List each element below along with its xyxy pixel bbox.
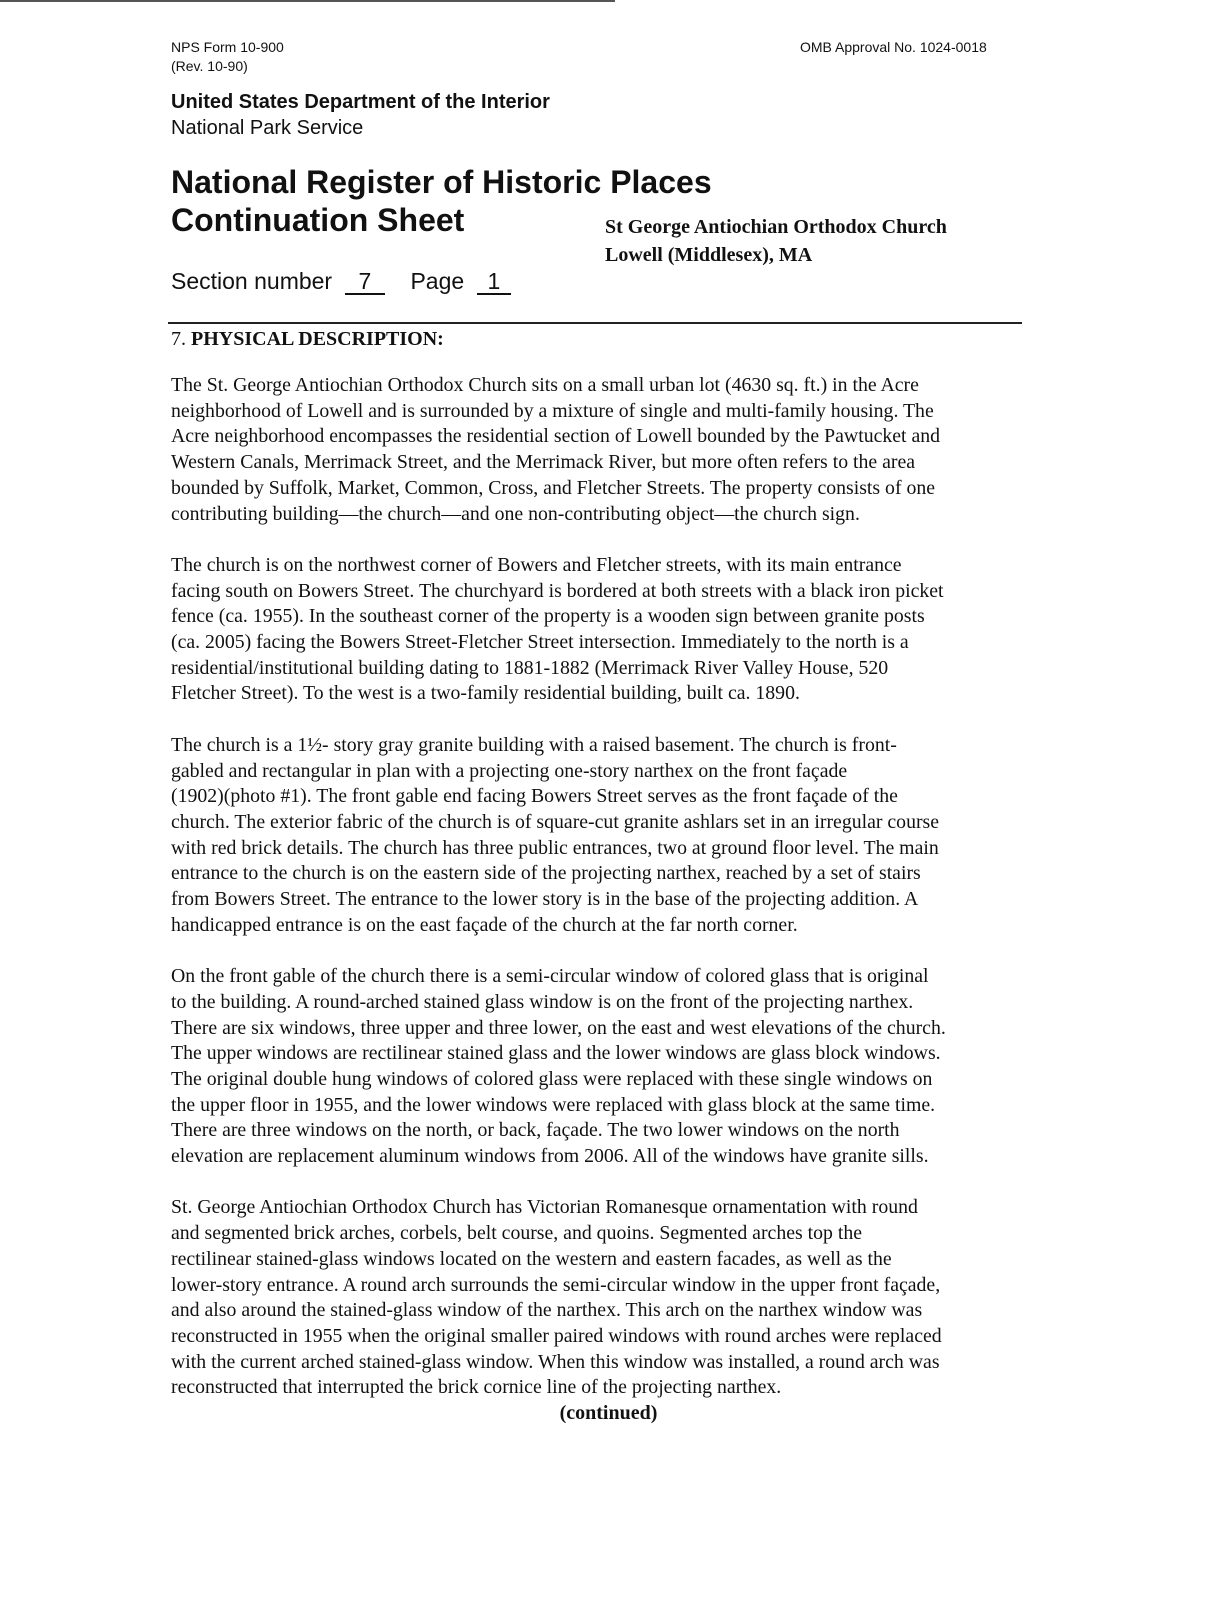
text-line: The original double hung windows of colored glass were replaced with these single windows on	[171, 1067, 933, 1090]
omb-approval: OMB Approval No. 1024-0018	[800, 39, 987, 55]
agency-name: National Park Service	[171, 117, 364, 139]
paragraph	[171, 733, 1051, 939]
text-line: to the building. A round-arched stained glass window is on the front of the projecting narthex.	[171, 990, 914, 1013]
department-block	[171, 89, 550, 141]
text-line: (ca. 2005) facing the Bowers Street-Fletcher Street intersection. Immediately to the north is a	[171, 631, 909, 654]
body-text	[171, 373, 1051, 1427]
text-line: (1902)(photo #1). The front gable end facing Bowers Street serves as the front façade of the	[171, 785, 898, 808]
form-id-block	[171, 38, 284, 76]
property-block	[605, 213, 947, 269]
text-line: fence (ca. 1955). In the southeast corner of the property is a wooden sign between granite posts	[171, 605, 925, 628]
header-divider	[168, 322, 1022, 324]
text-line: The St. George Antiochian Orthodox Church sits on a small urban lot (4630 sq. ft.) in the Acre	[171, 374, 919, 396]
text-line: gabled and rectangular in plan with a projecting one-story narthex on the front façade	[171, 759, 848, 782]
text-line: the upper floor in 1955, and the lower windows were replaced with glass block at the same time.	[171, 1093, 936, 1116]
property-location: Lowell (Middlesex), MA	[605, 244, 813, 266]
text-line: Acre neighborhood encompasses the residential section of Lowell bounded by the Pawtucket and	[171, 425, 941, 448]
text-line: reconstructed that interrupted the brick cornice line of the projecting narthex.	[171, 1376, 782, 1399]
section-page-line	[171, 266, 511, 296]
text-line: and also around the stained-glass window of the narthex. This arch on the narthex window was	[171, 1299, 923, 1322]
department-name: United States Department of the Interior	[171, 91, 550, 113]
text-line: There are three windows on the north, or back, façade. The two lower windows on the north	[171, 1119, 900, 1142]
section-heading	[171, 326, 444, 352]
section-number-value: 7	[345, 269, 385, 295]
section-number-label: Section number	[171, 268, 333, 294]
text-line: rectilinear stained-glass windows located on the western and eastern facades, as well as the	[171, 1247, 892, 1270]
title-line-2: Continuation Sheet	[171, 202, 465, 238]
text-line: Fletcher Street). To the west is a two-family residential building, built ca. 1890.	[171, 682, 800, 705]
text-line: The church is on the northwest corner of Bowers and Fletcher streets, with its main entrance	[171, 553, 902, 576]
text-line: residential/institutional building dating to 1881-1882 (Merrimack River Valley House, 520	[171, 656, 889, 679]
text-line: bounded by Suffolk, Market, Common, Cross, and Fletcher Streets. The property consists of one	[171, 476, 936, 499]
text-line: entrance to the church is on the eastern side of the projecting narthex, reached by a set of stairs	[171, 862, 921, 885]
form-revision: (Rev. 10-90)	[171, 58, 248, 74]
text-line: lower-story entrance. A round arch surrounds the semi-circular window in the upper front façade,	[171, 1273, 941, 1296]
text-line: handicapped entrance is on the east façade of the church at the far north corner.	[171, 913, 798, 936]
text-line: facing south on Bowers Street. The churchyard is bordered at both streets with a black iron picket	[171, 579, 944, 602]
text-line: reconstructed in 1955 when the original smaller paired windows with round arches were replaced	[171, 1324, 942, 1347]
text-line: with the current arched stained-glass window. When this window was installed, a round arch was	[171, 1350, 940, 1373]
text-line: and segmented brick arches, corbels, belt course, and quoins. Segmented arches top the	[171, 1222, 863, 1245]
paragraph	[171, 964, 1051, 1170]
form-number: NPS Form 10-900	[171, 39, 284, 55]
continued-note: (continued)	[559, 1402, 658, 1424]
paragraph	[171, 1195, 1051, 1401]
text-line: On the front gable of the church there is a semi-circular window of colored glass that is original	[171, 965, 929, 988]
text-line: Western Canals, Merrimack Street, and the Merrimack River, but more often refers to the area	[171, 451, 916, 474]
text-line: from Bowers Street. The entrance to the lower story is in the base of the projecting addition. A	[171, 888, 919, 911]
text-line: church. The exterior fabric of the church is of square-cut granite ashlars set in an irregular course	[171, 810, 940, 833]
text-line: The upper windows are rectilinear stained glass and the lower windows are glass block windows.	[171, 1042, 941, 1065]
property-name: St George Antiochian Orthodox Church	[605, 216, 947, 238]
scan-top-edge	[0, 0, 615, 2]
text-line: contributing building—the church—and one non-contributing object—the church sign.	[171, 502, 860, 525]
section-heading-title: PHYSICAL DESCRIPTION:	[191, 328, 444, 350]
paragraph	[171, 373, 1051, 527]
page-number-value: 1	[477, 269, 511, 295]
title-line-1: National Register of Historic Places	[171, 164, 712, 200]
page-label: Page	[410, 268, 465, 294]
text-line: neighborhood of Lowell and is surrounded by a mixture of single and multi-family housing. The	[171, 399, 934, 422]
text-line: There are six windows, three upper and three lower, on the east and west elevations of the church.	[171, 1016, 946, 1039]
text-line: The church is a 1½- story gray granite building with a raised basement. The church is front-	[171, 733, 897, 756]
paragraph	[171, 553, 1051, 707]
section-heading-number: 7.	[171, 328, 186, 350]
text-line: elevation are replacement aluminum windows from 2006. All of the windows have granite sills.	[171, 1145, 929, 1168]
text-line: with red brick details. The church has three public entrances, two at ground floor level. The main	[171, 836, 939, 859]
text-line: St. George Antiochian Orthodox Church has Victorian Romanesque ornamentation with round	[171, 1196, 918, 1219]
